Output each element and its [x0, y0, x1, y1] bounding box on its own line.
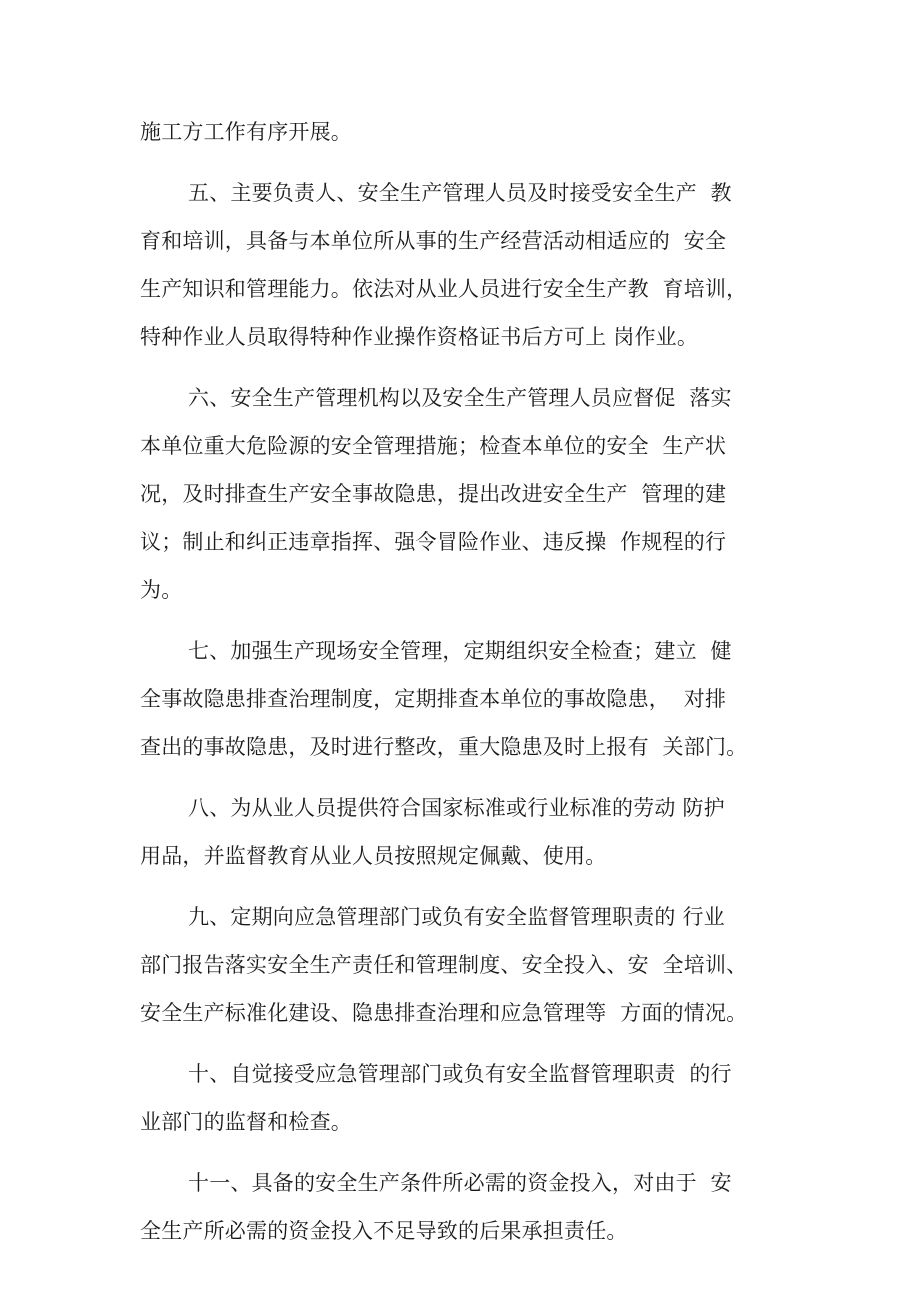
text-line: 全生产所必需的资金投入不足导致的后果承担责任。	[140, 1219, 628, 1243]
text-line: 特种作业人员取得特种作业操作资格证书后方可上 岗作业。	[140, 325, 699, 349]
paragraph-item-five	[140, 169, 800, 361]
paragraph-item-ten	[140, 1050, 800, 1146]
paragraph-continuation	[140, 108, 800, 156]
text-line: 六、安全生产管理机构以及安全生产管理人员应督促 落实	[188, 386, 732, 410]
paragraph-item-nine	[140, 893, 800, 1037]
text-line: 议；制止和纠正违章指挥、强令冒险作业、违反操 作规程的行	[140, 530, 727, 554]
text-line: 育和培训，具备与本单位所从事的生产经营活动相适应的 安全	[140, 229, 727, 253]
text-line: 安全生产标准化建设、隐患排查治理和应急管理等 方面的情况。	[140, 1001, 748, 1025]
text-line: 业部门的监督和检查。	[140, 1110, 352, 1134]
text-line: 九、定期向应急管理部门或负有安全监督管理职责的 行业	[188, 905, 725, 929]
paragraph-item-seven	[140, 627, 800, 771]
document-body	[140, 108, 800, 1268]
text-line: 查出的事故隐患，及时进行整改，重大隐患及时上报有 关部门。	[140, 735, 748, 759]
text-line: 全事故隐患排查治理制度，定期排查本单位的事故隐患， 对排	[140, 687, 727, 711]
text-line: 十一、具备的安全生产条件所必需的资金投入，对由于 安	[188, 1171, 732, 1195]
paragraph-item-eight	[140, 784, 800, 880]
text-line: 本单位重大危险源的安全管理措施；检查本单位的安全 生产状	[140, 434, 727, 458]
text-line: 生产知识和管理能力。依法对从业人员进行安全生产教 育培训，	[140, 277, 748, 301]
paragraph-item-eleven	[140, 1159, 800, 1255]
text-line: 部门报告落实安全生产责任和管理制度、安全投入、安 全培训、	[140, 953, 748, 977]
text-line: 八、为从业人员提供符合国家标准或行业标准的劳动 防护	[188, 796, 725, 820]
text-line: 施工方工作有序开展。	[140, 120, 352, 144]
text-line: 五、主要负责人、安全生产管理人员及时接受安全生产 教	[188, 181, 732, 205]
text-line: 七、加强生产现场安全管理，定期组织安全检查；建立 健	[188, 639, 732, 663]
text-line: 用品，并监督教育从业人员按照规定佩戴、使用。	[140, 844, 607, 868]
text-line: 为。	[140, 578, 183, 602]
paragraph-item-six	[140, 374, 800, 614]
text-line: 况，及时排查生产安全事故隐患，提出改进安全生产 管理的建	[140, 482, 727, 506]
text-line: 十、自觉接受应急管理部门或负有安全监督管理职责 的行	[188, 1062, 732, 1086]
